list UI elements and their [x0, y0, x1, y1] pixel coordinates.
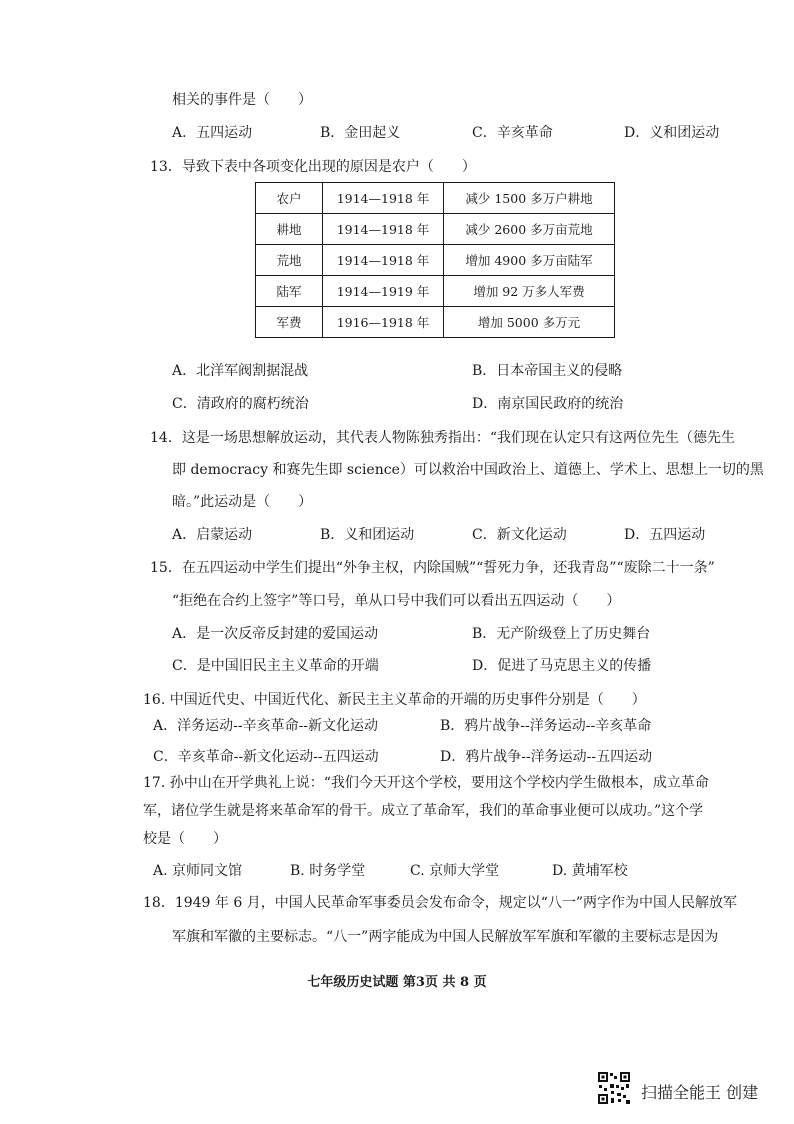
table-row: [256, 214, 615, 245]
table-cell: 1916—1918 年: [323, 307, 444, 338]
q14-stem-line-3: 暗。”此运动是（ ）: [172, 494, 313, 510]
q18-stem-line-2: 军旗和军徽的主要标志。“八一”两字能成为中国人民解放军军旗和军徽的主要标志是因为: [172, 929, 719, 945]
q18-stem-line-1: 18．1949 年 6 月，中国人民革命军事委员会发布命令，规定以“八一”两字作为中国人民解放军: [143, 895, 738, 911]
table-row: [256, 276, 615, 307]
table-cell: 军费: [256, 307, 323, 338]
table-cell: 荒地: [256, 245, 323, 276]
q14-stem-line-1: 14．这是一场思想解放运动，其代表人物陈独秀指出：“我们现在认定只有这两位先生（德先生: [150, 430, 735, 446]
q15-stem-line-1: 15．在五四运动中学生们提出“外争主权，内除国贼”“誓死力争，还我青岛”“废除二十一条”: [150, 560, 715, 576]
table-cell: 1914—1918 年: [323, 214, 444, 245]
q13-option-a: A．北洋军阀割据混战: [172, 363, 309, 379]
qr-code-icon: [597, 1071, 631, 1105]
q15-option-b: B．无产阶级登上了历史舞台: [472, 626, 651, 642]
q14-option-b: B．义和团运动: [320, 527, 415, 543]
q13-stem: 13．导致下表中各项变化出现的原因是农户（ ）: [150, 159, 476, 175]
q16-stem: 16. 中国近代史、中国近代化、新民主主义革命的开端的历史事件分别是（ ）: [143, 692, 646, 708]
q13-option-c: C．清政府的腐朽统治: [172, 396, 309, 412]
q15-option-c: C．是中国旧民主主义革命的开端: [172, 658, 379, 674]
page-footer: 七年级历史试题 第3页 共 8 页: [307, 975, 487, 990]
scanner-watermark: 扫描全能王 创建: [641, 1083, 759, 1102]
table-cell: 减少 1500 多万户耕地: [444, 183, 615, 214]
q12-option-d: D．义和团运动: [624, 125, 720, 141]
q15-option-d: D．促进了马克思主义的传播: [472, 658, 652, 674]
q17-option-c: C. 京师大学堂: [410, 863, 500, 879]
q13-option-b: B．日本帝国主义的侵略: [472, 363, 623, 379]
q17-option-b: B. 时务学堂: [290, 863, 366, 879]
q12-option-c: C．辛亥革命: [472, 125, 553, 141]
q13-option-d: D．南京国民政府的统治: [472, 396, 624, 412]
q17-stem-line-3: 校是（ ）: [143, 831, 227, 847]
table-cell: 耕地: [256, 214, 323, 245]
q15-stem-line-2: “拒绝在合约上签字”等口号，单从口号中我们可以看出五四运动（ ）: [172, 593, 621, 609]
q17-stem-line-2: 军，诸位学生就是将来革命军的骨干。成立了革命军，我们的革命事业便可以成功。”这个学: [143, 803, 704, 819]
q16-option-a: A．洋务运动--辛亥革命--新文化运动: [153, 718, 379, 734]
table-row: [256, 245, 615, 276]
table-cell: 增加 4900 多万亩陆军: [444, 245, 615, 276]
table-cell: 增加 5000 多万元: [444, 307, 615, 338]
q12-option-a: A．五四运动: [172, 125, 253, 141]
q16-option-c: C．辛亥革命--新文化运动--五四运动: [153, 749, 379, 765]
table-cell: 1914—1918 年: [323, 183, 444, 214]
table-cell: 1914—1918 年: [323, 245, 444, 276]
table-cell: 农户: [256, 183, 323, 214]
q15-option-a: A．是一次反帝反封建的爱国运动: [172, 626, 379, 642]
q17-stem-line-1: 17. 孙中山在开学典礼上说：“我们今天开这个学校，要用这个学校内学生做根本，成立革命: [143, 775, 709, 791]
q12-stem-tail: 相关的事件是（ ）: [172, 92, 312, 108]
q14-option-a: A．启蒙运动: [172, 527, 253, 543]
q14-option-c: C．新文化运动: [472, 527, 567, 543]
q16-option-d: D．鸦片战争--洋务运动--五四运动: [440, 749, 653, 765]
q12-option-b: B．金田起义: [320, 125, 401, 141]
q14-stem-line-2: 即 democracy 和赛先生即 science）可以救治中国政治上、道德上、学术上、思想上一切的黑: [172, 462, 764, 478]
table-row: [256, 183, 615, 214]
table-row: [256, 307, 615, 338]
q17-option-d: D. 黄埔军校: [552, 863, 628, 879]
q16-option-b: B．鸦片战争--洋务运动--辛亥革命: [440, 718, 652, 734]
q14-option-d: D．五四运动: [624, 527, 706, 543]
table-cell: 减少 2600 多万亩荒地: [444, 214, 615, 245]
table-cell: 增加 92 万多人军费: [444, 276, 615, 307]
q17-option-a: A. 京师同文馆: [153, 863, 243, 879]
q13-data-table: [255, 182, 615, 338]
table-cell: 1914—1919 年: [323, 276, 444, 307]
table-cell: 陆军: [256, 276, 323, 307]
